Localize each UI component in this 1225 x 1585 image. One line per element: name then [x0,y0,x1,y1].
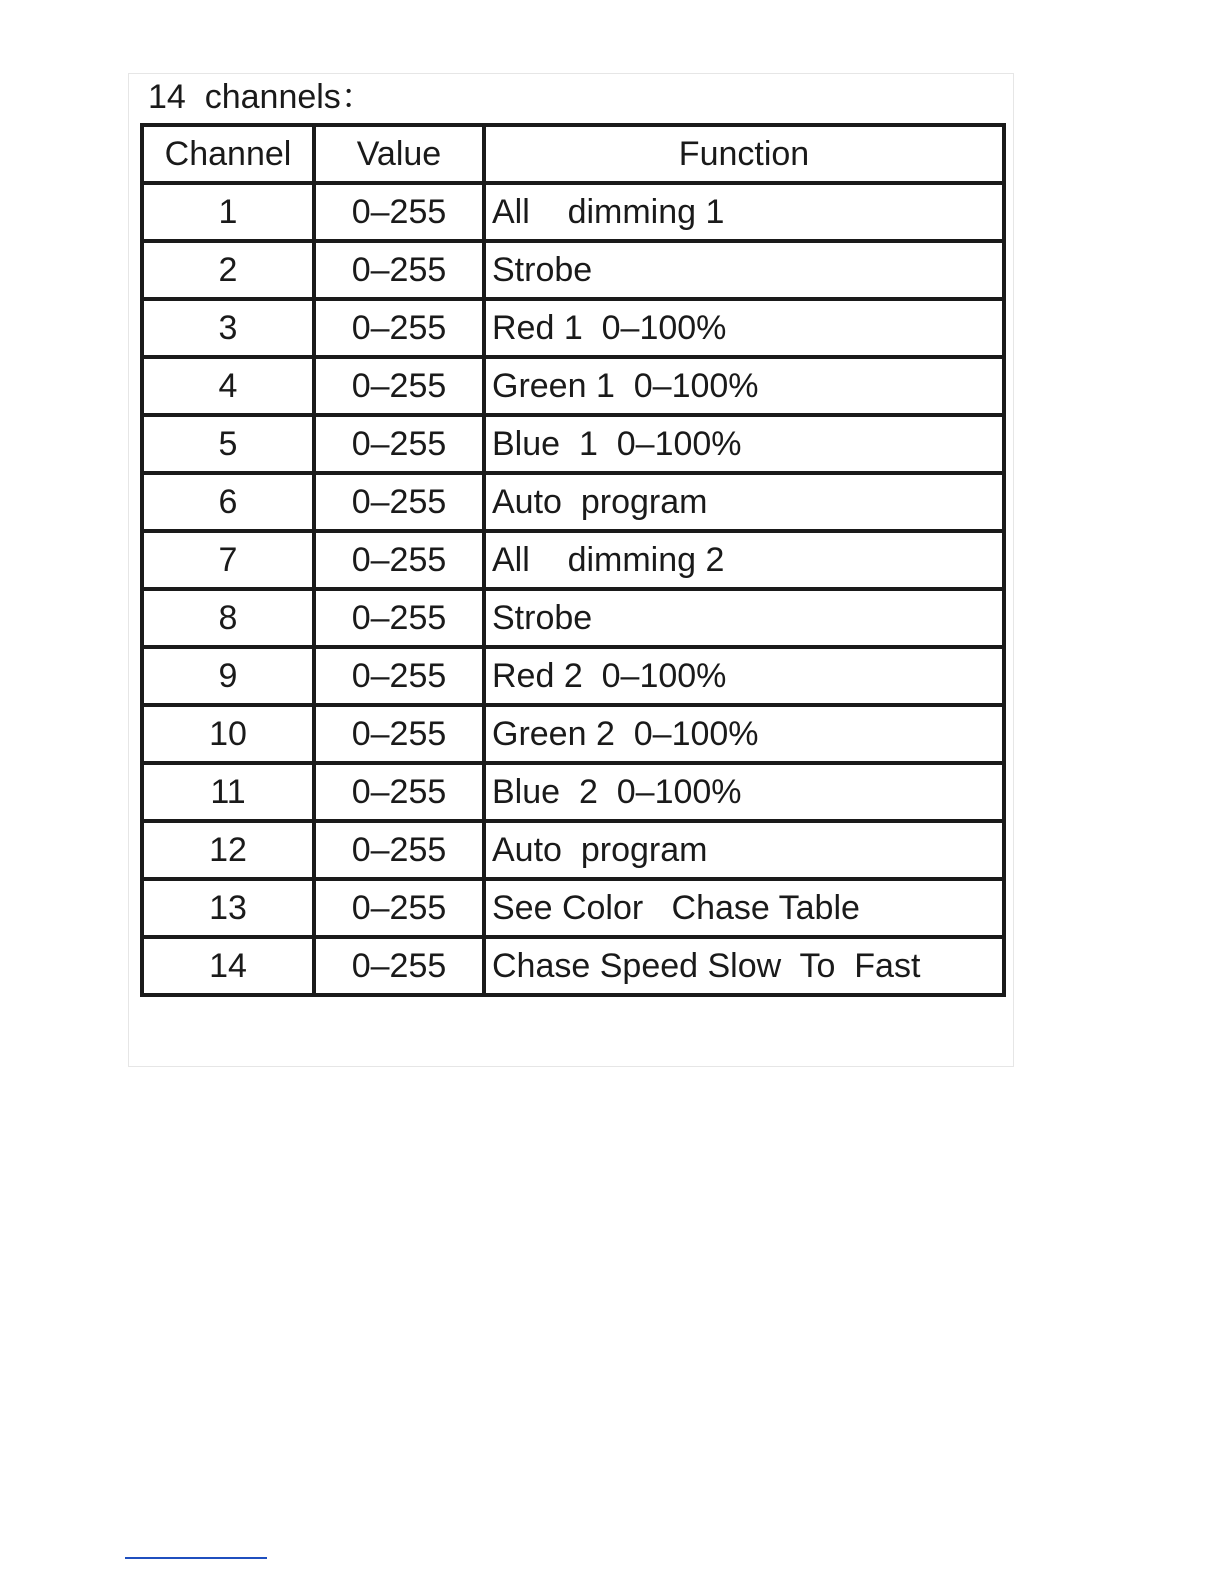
value-cell: 0–255 [314,937,484,995]
value-cell: 0–255 [314,647,484,705]
value-cell: 0–255 [314,357,484,415]
channel-cell: 3 [142,299,314,357]
function-cell: Chase Speed Slow To Fast [484,937,1004,995]
function-cell: All dimming 1 [484,183,1004,241]
function-cell: Auto program [484,821,1004,879]
header-channel: Channel [142,125,314,183]
value-cell: 0–255 [314,183,484,241]
channel-cell: 5 [142,415,314,473]
value-cell: 0–255 [314,531,484,589]
function-cell: Auto program [484,473,1004,531]
table-caption: 14 channels： [148,78,375,116]
channel-cell: 13 [142,879,314,937]
function-cell: Red 2 0–100% [484,647,1004,705]
function-cell: Strobe [484,589,1004,647]
table-row [142,473,1004,531]
table-row [142,357,1004,415]
channel-cell: 8 [142,589,314,647]
channel-cell: 4 [142,357,314,415]
value-cell: 0–255 [314,299,484,357]
value-cell: 0–255 [314,705,484,763]
table-row [142,531,1004,589]
table-row [142,589,1004,647]
channel-cell: 2 [142,241,314,299]
function-cell: All dimming 2 [484,531,1004,589]
channel-cell: 9 [142,647,314,705]
table-row [142,415,1004,473]
table-row [142,299,1004,357]
function-cell: Strobe [484,241,1004,299]
value-cell: 0–255 [314,763,484,821]
table-row [142,937,1004,995]
value-cell: 0–255 [314,879,484,937]
table-row [142,879,1004,937]
value-cell: 0–255 [314,473,484,531]
function-cell: Red 1 0–100% [484,299,1004,357]
table-row [142,821,1004,879]
value-cell: 0–255 [314,415,484,473]
table-row [142,705,1004,763]
function-cell: Green 1 0–100% [484,357,1004,415]
value-cell: 0–255 [314,821,484,879]
channel-cell: 1 [142,183,314,241]
table-row [142,183,1004,241]
value-cell: 0–255 [314,589,484,647]
value-cell: 0–255 [314,241,484,299]
table-row [142,763,1004,821]
dmx-channel-table [140,123,1006,997]
channel-cell: 7 [142,531,314,589]
header-value: Value [314,125,484,183]
function-cell: Green 2 0–100% [484,705,1004,763]
channel-cell: 6 [142,473,314,531]
function-cell: Blue 2 0–100% [484,763,1004,821]
function-cell: Blue 1 0–100% [484,415,1004,473]
table-header-row [142,125,1004,183]
footnote-rule [125,1557,267,1559]
channel-cell: 14 [142,937,314,995]
function-cell: See Color Chase Table [484,879,1004,937]
channel-cell: 12 [142,821,314,879]
channel-cell: 11 [142,763,314,821]
table-row [142,647,1004,705]
channel-cell: 10 [142,705,314,763]
table-row [142,241,1004,299]
header-function: Function [484,125,1004,183]
